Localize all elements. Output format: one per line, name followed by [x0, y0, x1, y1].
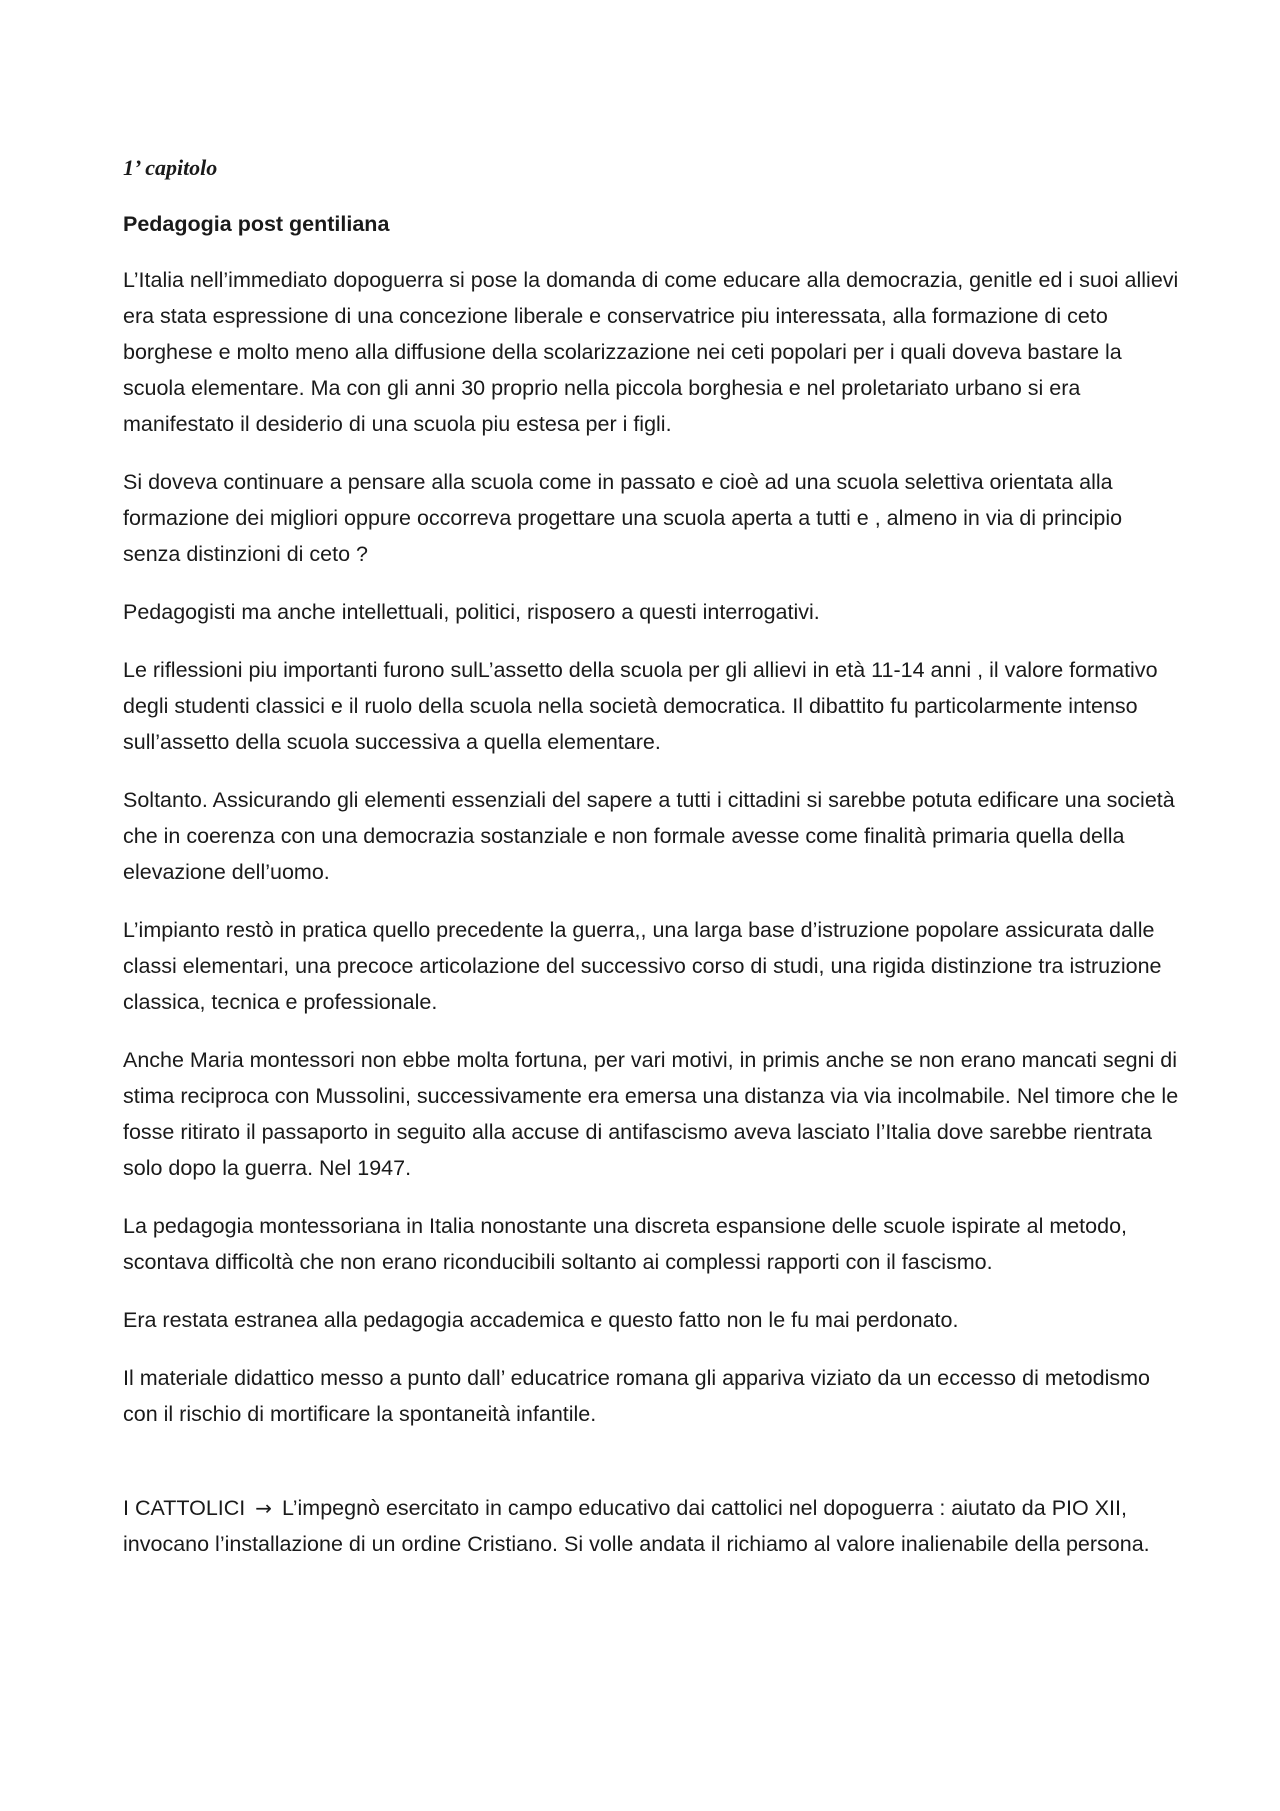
section-title: Pedagogia post gentiliana [123, 212, 390, 236]
paragraph-10: Il materiale didattico messo a punto dall’ educatrice romana gli appariva viziato da un eccesso di metodismo con il rischio di mortificare la spontaneità infantile. [123, 1366, 1150, 1426]
right-arrow-icon: → [255, 1496, 272, 1520]
blank-line [123, 1454, 1183, 1490]
paragraph-3: Pedagogisti ma anche intellettuali, politici, risposero a questi interrogativi. [123, 600, 820, 624]
cattolici-label: I CATTOLICI [123, 1496, 246, 1520]
paragraph-9: Era restata estranea alla pedagogia accademica e questo fatto non le fu mai perdonato. [123, 1308, 959, 1332]
paragraph-4: Le riflessioni piu importanti furono sulL’assetto della scuola per gli allievi in età 11-14 anni , il valore formativo degli studenti classici e il ruolo della scuola nella società democratica. Il dibattito fu particolarmente intenso sull’assetto della scuola successiva a quella elementare. [123, 658, 1158, 754]
cattolici-paragraph [123, 1490, 1183, 1562]
paragraph-2: Si doveva continuare a pensare alla scuola come in passato e cioè ad una scuola selettiva orientata alla formazione dei migliori oppure occorreva progettare una scuola aperta a tutti e , almeno in via di principio senza distinzioni di ceto ? [123, 470, 1123, 566]
document-body [123, 150, 1183, 1584]
paragraph-1: L’Italia nell’immediato dopoguerra si pose la domanda di come educare alla democrazia, genitle ed i suoi allievi era stata espressione di una concezione liberale e conservatrice piu interessata, alla formazione di ceto borghese e molto meno alla diffusione della scolarizzazione nei ceti popolari per i quali doveva bastare la scuola elementare. Ma con gli anni 30 proprio nella piccola borghesia e nel proletariato urbano si era manifestato il desiderio di una scuola piu estesa per i figli. [123, 268, 1179, 436]
cattolici-text: L’impegnò esercitato in campo educativo dai cattolici nel dopoguerra : aiutato da PIO XII, invocano l’installazione di un ordine Cristiano. Si volle andata il richiamo al valore inalienabile della persona. [123, 1496, 1150, 1556]
paragraph-8: La pedagogia montessoriana in Italia nonostante una discreta espansione delle scuole ispirate al metodo, scontava difficoltà che non erano riconducibili soltanto ai complessi rapporti con il fascismo. [123, 1214, 1128, 1274]
paragraph-7: Anche Maria montessori non ebbe molta fortuna, per vari motivi, in primis anche se non erano mancati segni di stima reciproca con Mussolini, successivamente era emersa una distanza via via incolmabile. Nel timore che le fosse ritirato il passaporto in seguito alla accuse di antifascismo aveva lasciato l’Italia dove sarebbe rientrata solo dopo la guerra. Nel 1947. [123, 1048, 1179, 1180]
paragraph-6: L’impianto restò in pratica quello precedente la guerra,, una larga base d’istruzione popolare assicurata dalle classi elementari, una precoce articolazione del successivo corso di studi, una rigida distinzione tra istruzione classica, tecnica e professionale. [123, 918, 1162, 1014]
chapter-label: 1’ capitolo [123, 155, 218, 180]
paragraph-5: Soltanto. Assicurando gli elementi essenziali del sapere a tutti i cittadini si sarebbe potuta edificare una società che in coerenza con una democrazia sostanziale e non formale avesse come finalità primaria quella della elevazione dell’uomo. [123, 788, 1175, 884]
